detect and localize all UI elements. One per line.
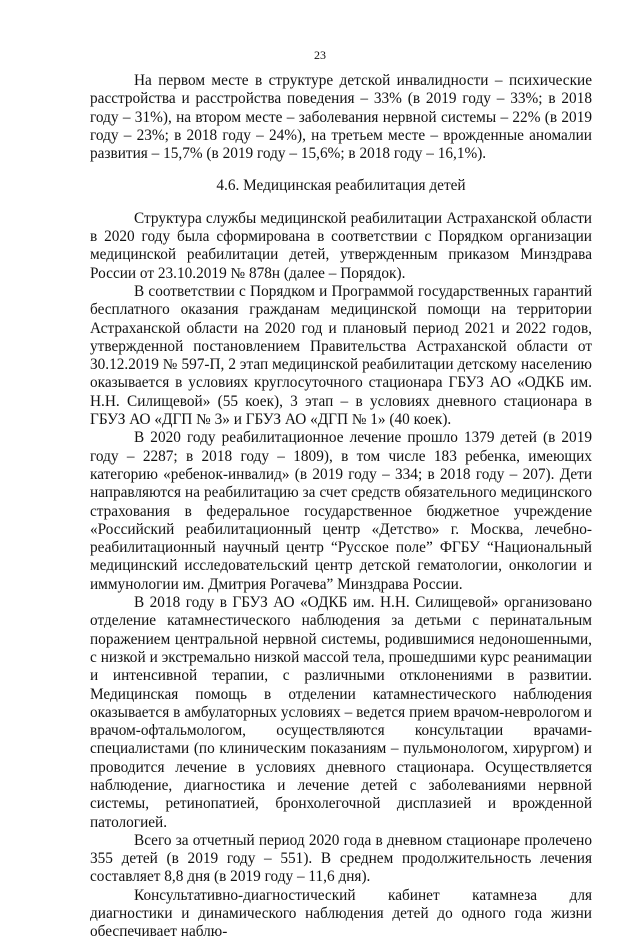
paragraph-catamnesis-department: В 2018 году в ГБУЗ АО «ОДКБ им. Н.Н. Силищевой» организовано отделение катамнестического наблюдения за детьми с перинатальным поражением центральной нервной системы, родившимися недоношенными, с низкой и экстремально низкой массой тела, прошедшими курс реанимации и интенсивной терапии, с различными отклонениями в развитии. Медицинская помощь в отделении катамнестического наблюдения оказывается в амбулаторных условиях – ведется прием врачом-неврологом и врачом-офтальмологом, осуществляются консультации врачами-специалистами (по клиническим показаниям – пульмонологом, хирургом) и проводится лечение в условиях дневного стационара. Осуществляется наблюдение, диагностика и лечение детей с заболеваниями нервной системы, ретинопатией, бронхолегочной дисплазией и врожденной патологией.	[90, 594, 592, 831]
page-number: 23	[314, 48, 326, 62]
document-body	[90, 72, 592, 942]
paragraph-disability-structure: На первом месте в структуре детской инвалидности – психические расстройства и расстройства поведения – 33% (в 2019 году – 33%; в 2018 году – 31%), на втором месте – заболевания нервной системы – 22% (в 2019 году – 23%; в 2018 году – 24%), на третьем месте – врожденные аномалии развития – 15,7% (в 2019 году – 15,6%; в 2018 году – 16,1%).	[90, 72, 592, 163]
paragraph-day-hospital: Всего за отчетный период 2020 года в дневном стационаре пролечено 355 детей (в 2019 году – 551). В среднем продолжительность лечения составляет 8,8 дня (в 2019 году – 11,6 дня).	[90, 831, 592, 886]
paragraph-rehab-structure: Структура службы медицинской реабилитации Астраханской области в 2020 году была сформирована в соответствии с Порядком организации медицинской реабилитации детей, утвержденным приказом Минздрава России от 23.10.2019 № 878н (далее – Порядок).	[90, 209, 592, 282]
section-heading: 4.6. Медицинская реабилитация детей	[216, 177, 466, 195]
paragraph-rehab-2020: В 2020 году реабилитационное лечение прошло 1379 детей (в 2019 году – 2287; в 2018 году – 1809), в том числе 183 ребенка, имеющих категорию «ребенок-инвалид» (в 2019 году – 334; в 2018 году – 207). Дети направляются на реабилитацию за счет средств обязательного медицинского страхования в федеральное государственное бюджетное учреждение «Российский реабилитационный центр «Детство» г. Москва, лечебно-реабилитационный научный центр “Русское поле” ФГБУ “Национальный медицинский исследовательский центр детской гематологии, онкологии и иммунологии им. Дмитрия Рогачева” Минздрава России.	[90, 429, 592, 593]
paragraph-rehab-stages: В соответствии с Порядком и Программой государственных гарантий бесплатного оказания гражданам медицинской помощи на территории Астраханской области на 2020 год и плановый период 2021 и 2022 годов, утвержденной постановлением Правительства Астраханской области от 30.12.2019 № 597-П, 2 этап медицинской реабилитации детскому населению оказывается в условиях круглосуточного стационара ГБУЗ АО «ОДКБ им. Н.Н. Силищевой» (55 коек), 3 этап – в условиях дневного стационара в ГБУЗ АО «ДГП № 3» и ГБУЗ АО «ДГП № 1» (40 коек).	[90, 282, 592, 429]
paragraph-consult-cabinet: Консультативно-диагностический кабинет катамнеза для диагностики и динамического наблюдения детей до одного года жизни обеспечивает наблю-	[90, 886, 592, 941]
